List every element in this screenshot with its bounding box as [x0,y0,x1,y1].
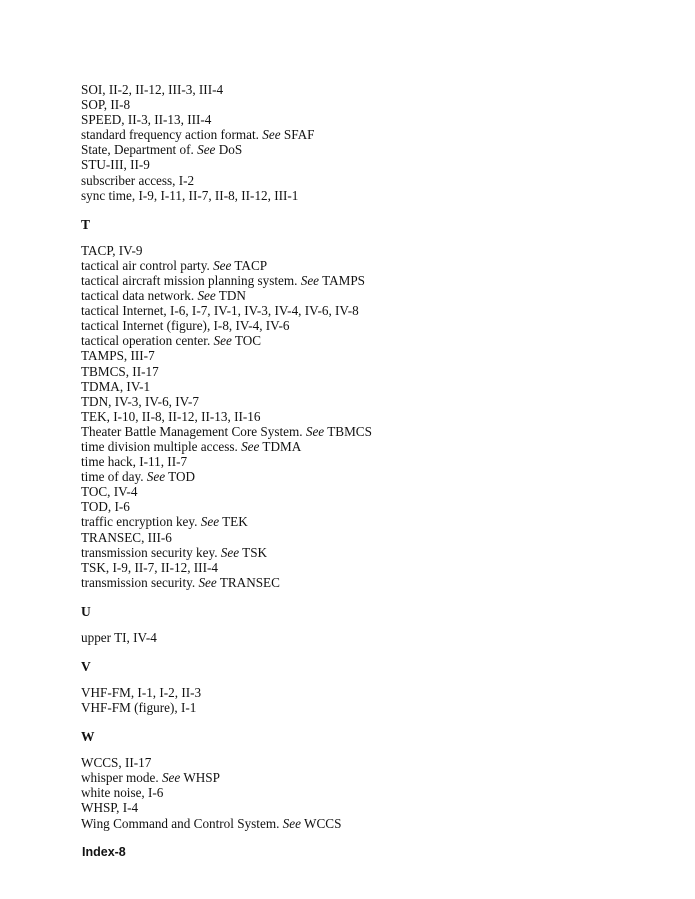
entry-term: upper TI, IV-4 [81,629,157,645]
index-entry [81,469,641,484]
index-entry [81,800,641,815]
see-reference-label: See [241,438,260,454]
index-section-continued [81,82,641,203]
index-entry [81,575,641,590]
entry-term: VHF-FM (figure), I-1 [81,700,197,716]
entry-term: State, Department of. [81,142,198,158]
see-reference-target: WCCS [300,815,342,831]
index-entry [81,770,641,785]
index-entry [81,303,641,318]
entry-term: tactical operation center. [81,333,214,349]
see-reference-target: TDMA [259,438,302,454]
index-entry [81,188,641,203]
index-entry [81,454,641,469]
index-page [81,82,641,831]
entry-term: SOI, II-2, II-12, III-3, III-4 [81,82,224,97]
see-reference-label: See [213,257,232,273]
index-entry [81,142,641,157]
entry-term: TBMCS, II-17 [81,363,159,379]
index-entry [81,530,641,545]
index-entry [81,439,641,454]
index-entry [81,755,641,770]
section-letter-heading: W [81,729,95,745]
entry-term: tactical data network. [81,288,198,304]
entry-term: SOP, II-8 [81,97,131,113]
index-entry [81,348,641,363]
see-reference-label: See [262,127,281,143]
index-entry [81,243,641,258]
index-entry [81,333,641,348]
entry-term: TDN, IV-3, IV-6, IV-7 [81,393,199,409]
index-entry [81,173,641,188]
see-reference-label: See [200,514,220,530]
see-reference-target: SFAF [280,127,315,143]
see-reference-target: TSK [239,544,268,560]
index-entry [81,514,641,529]
entry-term: time of day. [81,469,147,485]
section-letter-heading: U [81,603,91,619]
see-reference-target: WHSP [180,770,220,786]
see-reference-label: See [305,423,325,439]
entry-term: TOD, I-6 [81,499,130,515]
see-reference-label: See [161,770,181,786]
index-entry [81,409,641,424]
entry-term: tactical Internet, I-6, I-7, IV-1, IV-3, IV-4, IV-6, IV-8 [81,303,359,319]
entry-term: WHSP, I-4 [81,800,139,816]
entry-term: whisper mode. [81,770,162,786]
index-entry [81,288,641,303]
entry-term: time division multiple access. [81,438,242,454]
entry-term: TRANSEC, III-6 [81,529,172,545]
page-number: Index-8 [82,845,126,859]
index-entry [81,127,641,142]
index-entry [81,379,641,394]
see-reference-target: TACP [231,257,268,273]
entry-term: STU-III, II-9 [81,157,150,173]
index-entry [81,499,641,514]
index-section-u [81,604,641,645]
see-reference-target: TOC [231,333,262,349]
index-entry [81,258,641,273]
index-section-w [81,729,641,830]
entry-term: sync time, I-9, I-11, II-7, II-8, II-12, III-1 [81,187,299,203]
see-reference-target: TDN [215,288,246,304]
index-entry [81,394,641,409]
entry-term: WCCS, II-17 [81,755,152,771]
see-reference-label: See [282,815,301,831]
index-entry [81,82,641,97]
see-reference-target: TAMPS [319,272,366,288]
entry-term: tactical aircraft mission planning system. [81,272,301,288]
index-entry [81,97,641,112]
index-section-t [81,217,641,590]
entry-term: TOC, IV-4 [81,484,138,500]
entry-term: Wing Command and Control System. [81,815,283,831]
index-entry [81,424,641,439]
index-entry [81,685,641,700]
entry-term: TACP, IV-9 [81,242,143,258]
see-reference-target: TOD [165,469,196,485]
entry-term: traffic encryption key. [81,514,201,530]
entry-term: TAMPS, III-7 [81,348,155,364]
entry-term: transmission security. [81,574,199,590]
entry-term: SPEED, II-3, II-13, III-4 [81,112,212,128]
index-entry [81,318,641,333]
index-entry [81,785,641,800]
entry-term: TEK, I-10, II-8, II-12, II-13, II-16 [81,408,261,424]
index-entry [81,157,641,172]
section-letter-heading: V [81,659,91,674]
see-reference-label: See [300,272,320,288]
see-reference-label: See [198,574,217,590]
see-reference-target: DoS [215,142,243,158]
entry-term: white noise, I-6 [81,785,164,801]
entry-term: tactical Internet (figure), I-8, IV-4, IV-6 [81,318,290,334]
see-reference-label: See [146,469,166,485]
see-reference-target: TBMCS [324,423,372,439]
index-entry [81,630,641,645]
index-entry [81,545,641,560]
entry-term: TSK, I-9, II-7, II-12, III-4 [81,559,218,575]
index-entry [81,112,641,127]
see-reference-target: TEK [219,514,248,530]
index-entry [81,816,641,831]
index-entry [81,273,641,288]
index-entry [81,560,641,575]
section-letter-heading: T [81,216,91,232]
index-entry [81,700,641,715]
index-entry [81,484,641,499]
entry-term: time hack, I-11, II-7 [81,454,188,470]
entry-term: tactical air control party. [81,257,214,273]
see-reference-label: See [213,333,232,349]
entry-term: subscriber access, I-2 [81,172,195,188]
see-reference-label: See [220,544,240,560]
see-reference-label: See [197,288,216,304]
entry-term: transmission security key. [81,544,221,560]
entry-term: VHF-FM, I-1, I-2, II-3 [81,685,202,700]
index-section-v [81,659,641,715]
entry-term: Theater Battle Management Core System. [81,423,306,439]
index-entry [81,364,641,379]
see-reference-target: TRANSEC [216,574,280,590]
see-reference-label: See [197,142,216,158]
entry-term: TDMA, IV-1 [81,378,151,394]
entry-term: standard frequency action format. [81,127,263,143]
